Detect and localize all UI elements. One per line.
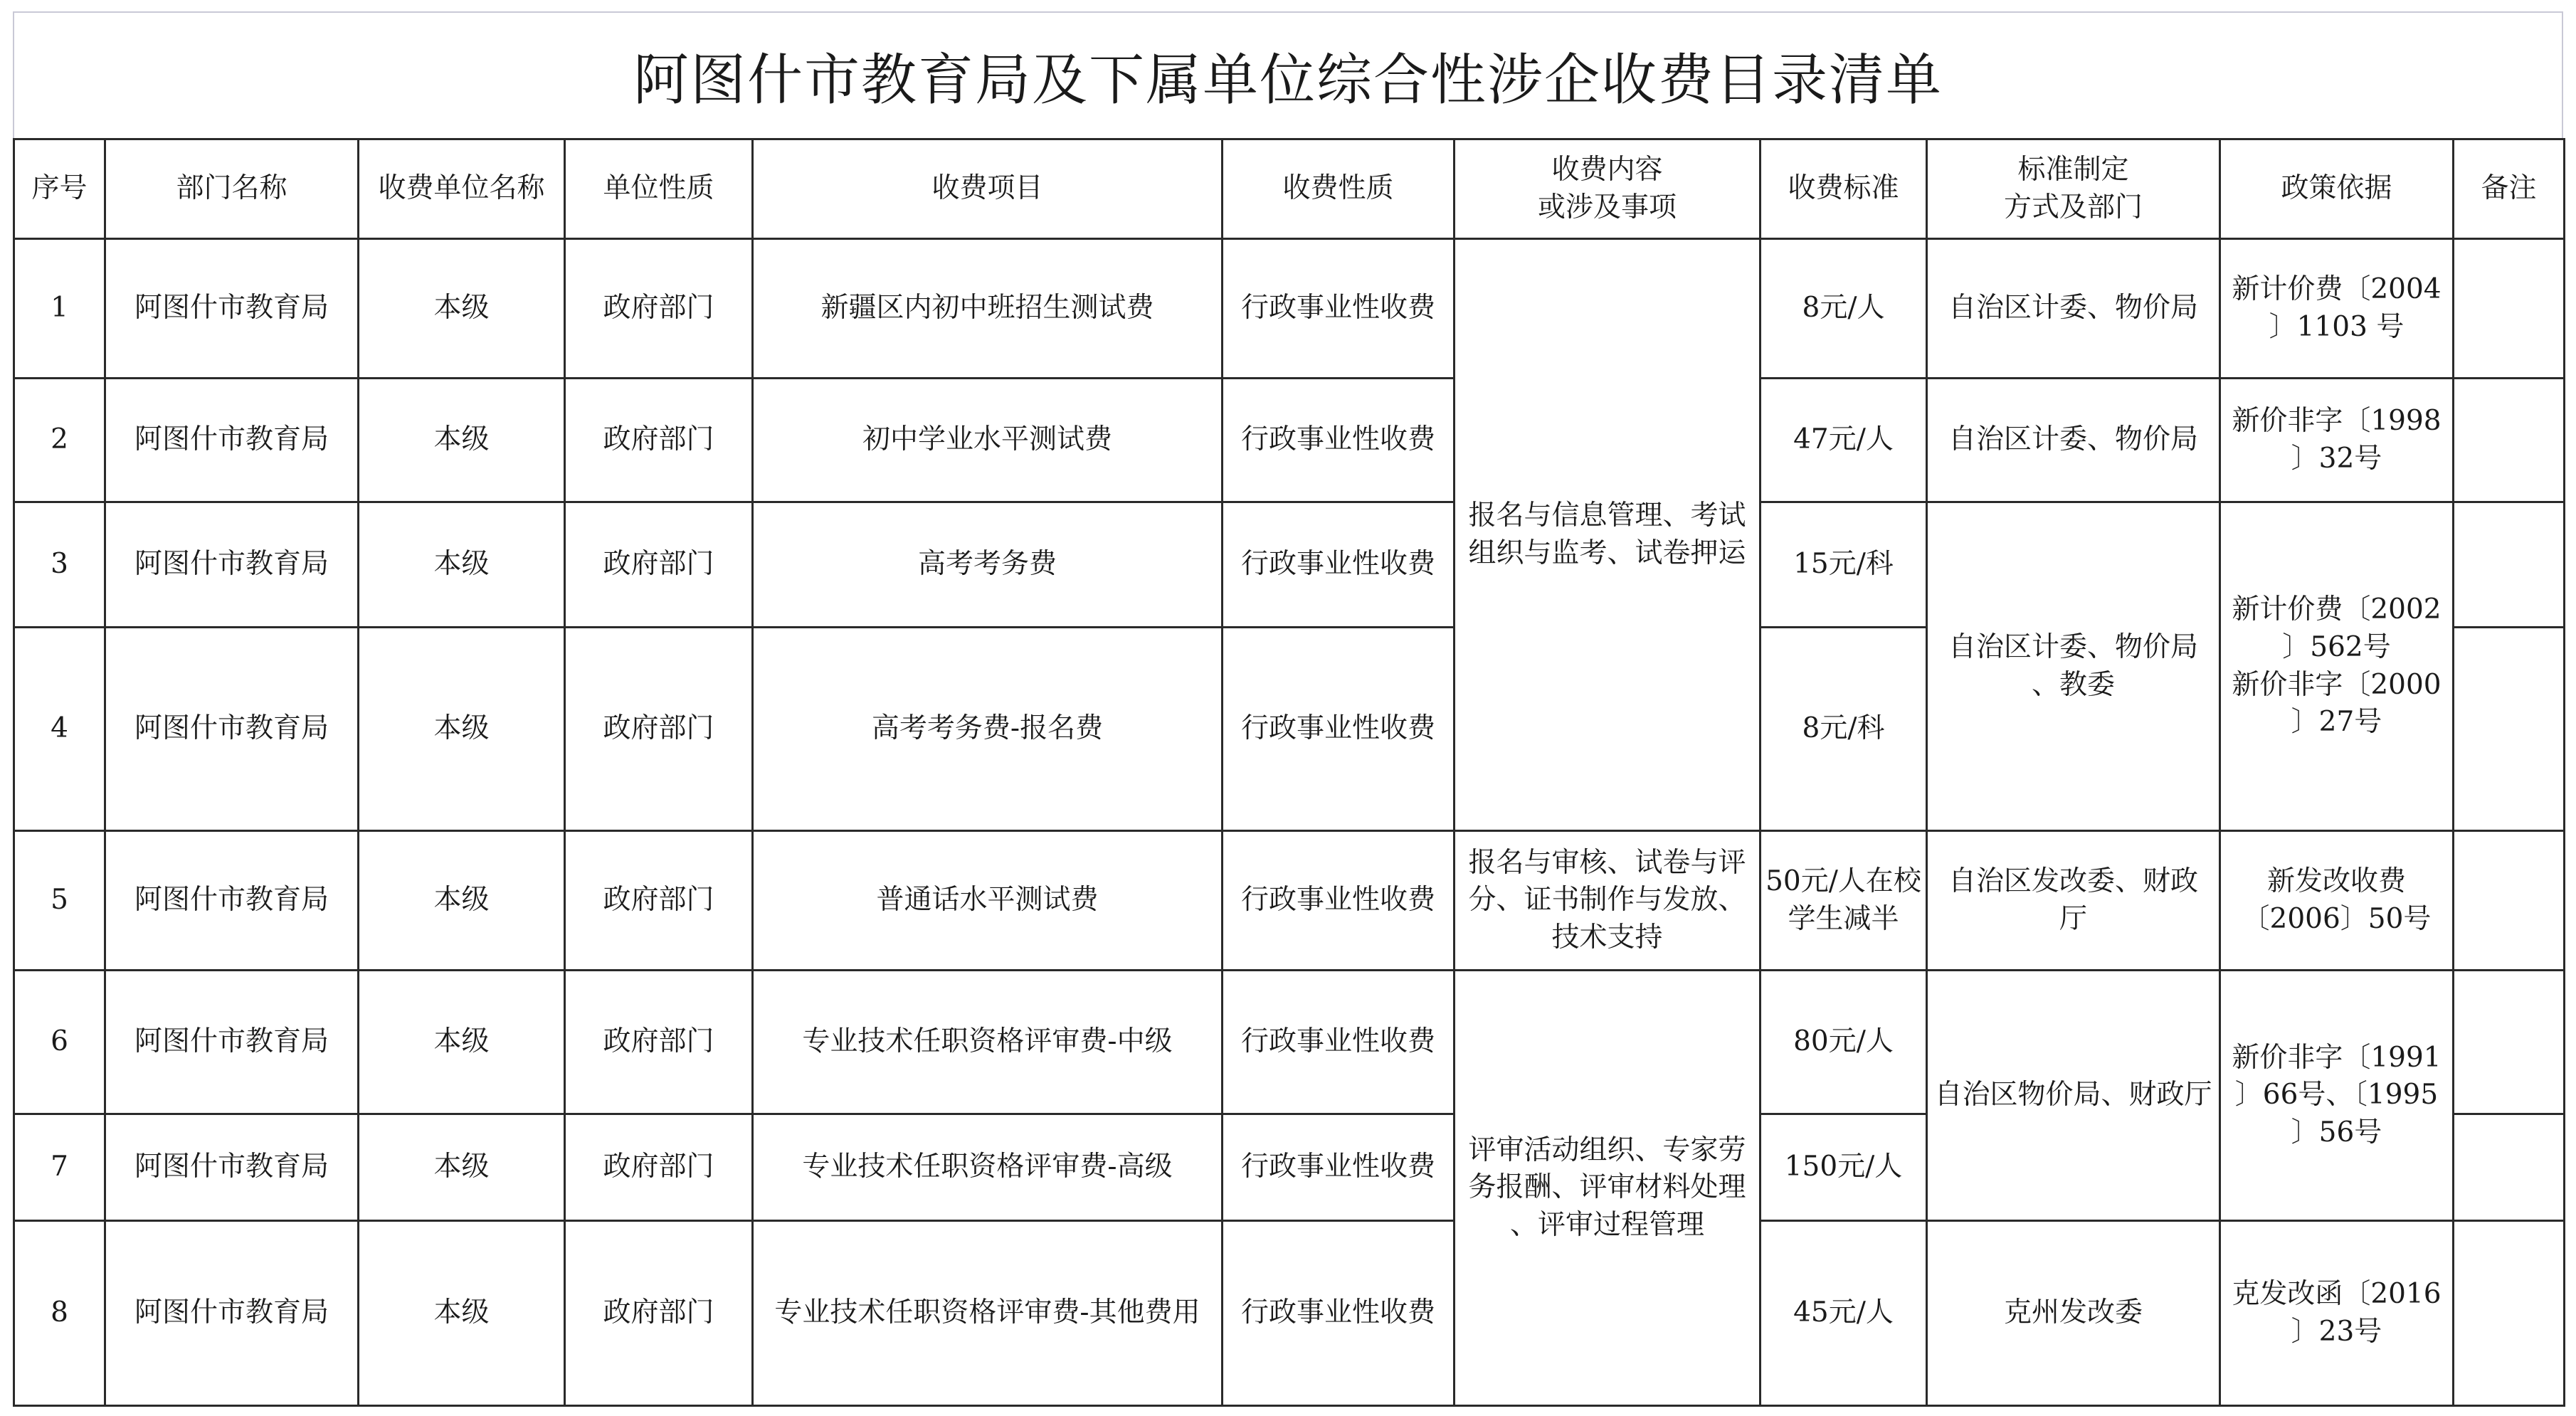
header-content: 收费内容 或涉及事项 — [1455, 139, 1761, 239]
title-box — [13, 11, 2563, 138]
cell-nature: 政府部门 — [565, 239, 753, 379]
cell-maker: 自治区计委、物价局 — [1927, 239, 2220, 379]
cell-remark — [2454, 831, 2565, 971]
table-row — [14, 971, 2565, 1114]
cell-nature: 政府部门 — [565, 831, 753, 971]
cell-dept: 阿图什市教育局 — [105, 831, 359, 971]
header-remark: 备注 — [2454, 139, 2565, 239]
cell-nature: 政府部门 — [565, 1114, 753, 1221]
cell-content: 报名与审核、试卷与评 分、证书制作与发放、 技术支持 — [1455, 831, 1761, 971]
cell-unit: 本级 — [359, 831, 565, 971]
cell-policy-merged: 新计价费〔2002 〕562号 新价非字〔2000 〕27号 — [2220, 502, 2454, 831]
cell-maker: 自治区计委、物价局 — [1927, 379, 2220, 502]
cell-dept: 阿图什市教育局 — [105, 379, 359, 502]
header-nature: 单位性质 — [565, 139, 753, 239]
cell-unit: 本级 — [359, 971, 565, 1114]
fee-table — [13, 138, 2565, 1407]
cell-content-merged: 报名与信息管理、考试 组织与监考、试卷押运 — [1455, 239, 1761, 831]
cell-policy: 新计价费〔2004 〕1103 号 — [2220, 239, 2454, 379]
cell-remark — [2454, 628, 2565, 831]
cell-fee-nature: 行政事业性收费 — [1223, 239, 1455, 379]
cell-maker: 克州发改委 — [1927, 1221, 2220, 1406]
cell-maker: 自治区发改委、财政 厅 — [1927, 831, 2220, 971]
cell-remark — [2454, 239, 2565, 379]
cell-nature: 政府部门 — [565, 971, 753, 1114]
cell-fee-nature: 行政事业性收费 — [1223, 628, 1455, 831]
cell-fee-nature: 行政事业性收费 — [1223, 971, 1455, 1114]
table-row — [14, 379, 2565, 502]
cell-unit: 本级 — [359, 1114, 565, 1221]
header-dept: 部门名称 — [105, 139, 359, 239]
cell-unit: 本级 — [359, 379, 565, 502]
cell-item: 新疆区内初中班招生测试费 — [753, 239, 1223, 379]
cell-standard: 47元/人 — [1761, 379, 1927, 502]
header-seq: 序号 — [14, 139, 105, 239]
cell-seq: 6 — [14, 971, 105, 1114]
cell-remark — [2454, 971, 2565, 1114]
cell-fee-nature: 行政事业性收费 — [1223, 1221, 1455, 1406]
cell-fee-nature: 行政事业性收费 — [1223, 379, 1455, 502]
cell-dept: 阿图什市教育局 — [105, 971, 359, 1114]
cell-seq: 7 — [14, 1114, 105, 1221]
cell-item: 普通话水平测试费 — [753, 831, 1223, 971]
cell-policy: 新发改收费 〔2006〕50号 — [2220, 831, 2454, 971]
cell-nature: 政府部门 — [565, 628, 753, 831]
header-maker: 标准制定 方式及部门 — [1927, 139, 2220, 239]
cell-nature: 政府部门 — [565, 379, 753, 502]
header-item: 收费项目 — [753, 139, 1223, 239]
cell-unit: 本级 — [359, 239, 565, 379]
cell-seq: 4 — [14, 628, 105, 831]
header-policy: 政策依据 — [2220, 139, 2454, 239]
cell-dept: 阿图什市教育局 — [105, 1114, 359, 1221]
cell-standard: 150元/人 — [1761, 1114, 1927, 1221]
table-row — [14, 239, 2565, 379]
cell-seq: 3 — [14, 502, 105, 628]
cell-item: 专业技术任职资格评审费-中级 — [753, 971, 1223, 1114]
header-standard: 收费标准 — [1761, 139, 1927, 239]
cell-fee-nature: 行政事业性收费 — [1223, 831, 1455, 971]
header-unit: 收费单位名称 — [359, 139, 565, 239]
cell-policy: 克发改函〔2016 〕23号 — [2220, 1221, 2454, 1406]
cell-standard: 50元/人在校 学生减半 — [1761, 831, 1927, 971]
cell-dept: 阿图什市教育局 — [105, 1221, 359, 1406]
document-title: 阿图什市教育局及下属单位综合性涉企收费目录清单 — [633, 48, 1943, 112]
cell-dept: 阿图什市教育局 — [105, 628, 359, 831]
cell-standard: 45元/人 — [1761, 1221, 1927, 1406]
cell-policy-merged: 新价非字〔1991 〕66号、〔1995 〕56号 — [2220, 971, 2454, 1221]
cell-seq: 8 — [14, 1221, 105, 1406]
cell-remark — [2454, 502, 2565, 628]
cell-unit: 本级 — [359, 628, 565, 831]
cell-standard: 15元/科 — [1761, 502, 1927, 628]
table-row — [14, 502, 2565, 628]
cell-nature: 政府部门 — [565, 502, 753, 628]
cell-seq: 1 — [14, 239, 105, 379]
cell-standard: 8元/科 — [1761, 628, 1927, 831]
table-row — [14, 1221, 2565, 1406]
cell-item: 高考考务费-报名费 — [753, 628, 1223, 831]
cell-seq: 5 — [14, 831, 105, 971]
cell-maker-merged: 自治区计委、物价局 、教委 — [1927, 502, 2220, 831]
cell-remark — [2454, 379, 2565, 502]
cell-item: 专业技术任职资格评审费-其他费用 — [753, 1221, 1223, 1406]
cell-standard: 8元/人 — [1761, 239, 1927, 379]
header-row — [14, 139, 2565, 239]
cell-standard: 80元/人 — [1761, 971, 1927, 1114]
cell-dept: 阿图什市教育局 — [105, 502, 359, 628]
cell-fee-nature: 行政事业性收费 — [1223, 1114, 1455, 1221]
header-fee-nature: 收费性质 — [1223, 139, 1455, 239]
cell-nature: 政府部门 — [565, 1221, 753, 1406]
cell-seq: 2 — [14, 379, 105, 502]
cell-item: 高考考务费 — [753, 502, 1223, 628]
cell-remark — [2454, 1221, 2565, 1406]
cell-unit: 本级 — [359, 502, 565, 628]
cell-dept: 阿图什市教育局 — [105, 239, 359, 379]
table-row — [14, 831, 2565, 971]
cell-remark — [2454, 1114, 2565, 1221]
cell-policy: 新价非字〔1998 〕32号 — [2220, 379, 2454, 502]
cell-fee-nature: 行政事业性收费 — [1223, 502, 1455, 628]
cell-content-merged: 评审活动组织、专家劳 务报酬、评审材料处理 、评审过程管理 — [1455, 971, 1761, 1406]
cell-maker-merged: 自治区物价局、财政厅 — [1927, 971, 2220, 1221]
cell-item: 初中学业水平测试费 — [753, 379, 1223, 502]
cell-item: 专业技术任职资格评审费-高级 — [753, 1114, 1223, 1221]
cell-unit: 本级 — [359, 1221, 565, 1406]
